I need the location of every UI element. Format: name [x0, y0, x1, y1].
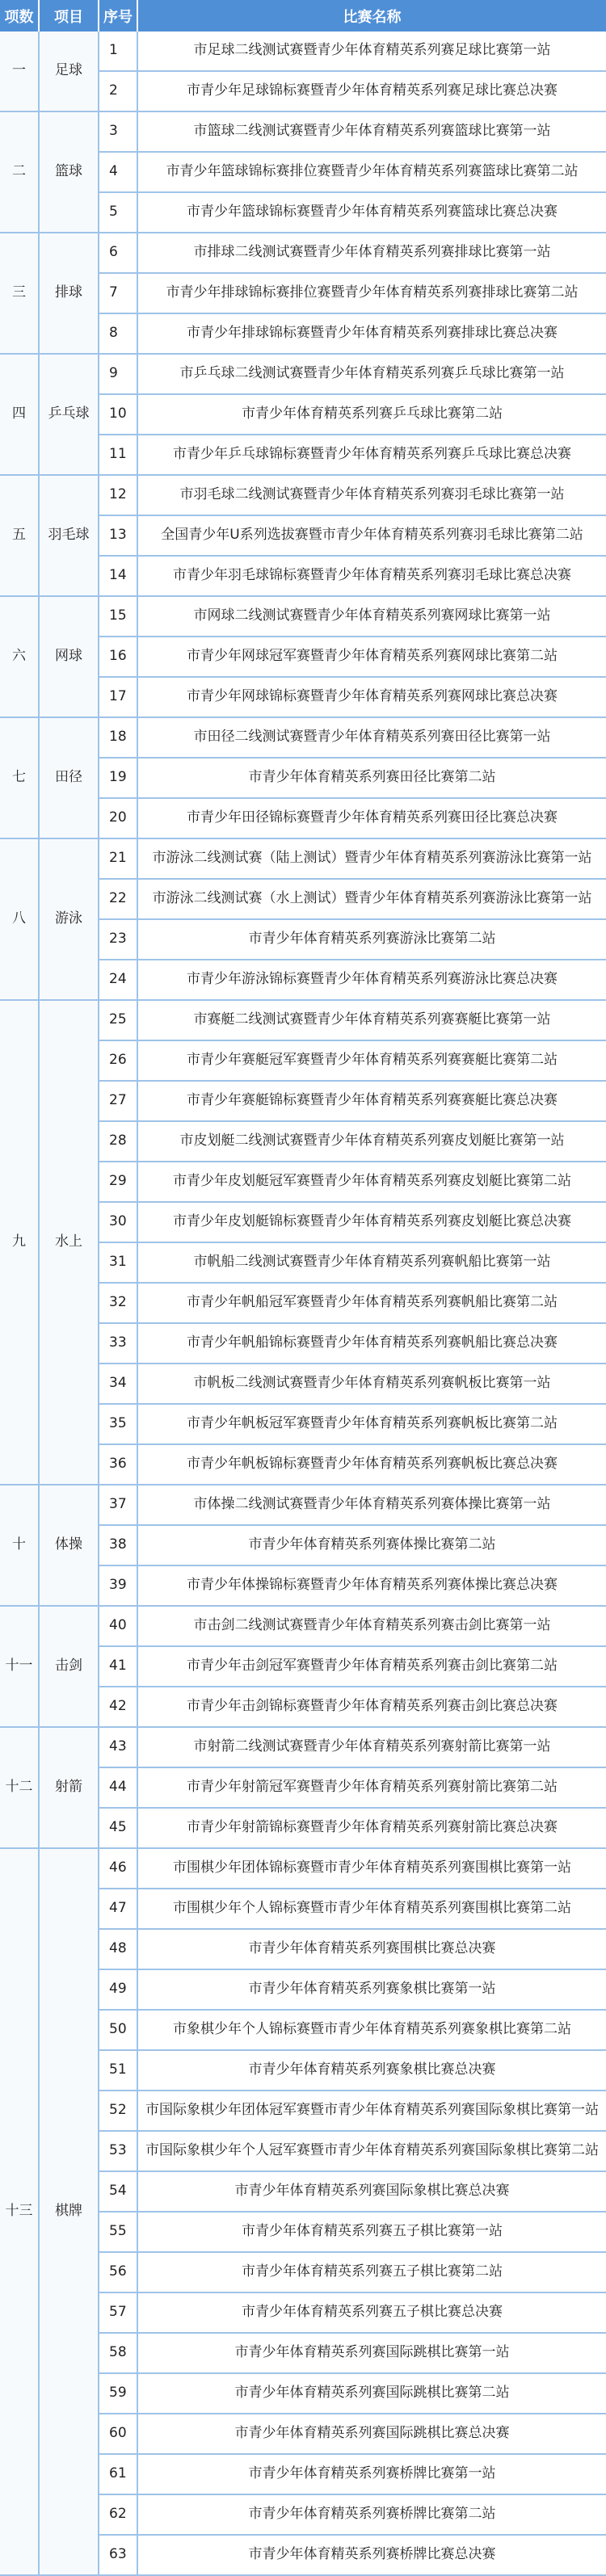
seq-cell: 27 [99, 1081, 137, 1121]
seq-cell: 26 [99, 1040, 137, 1081]
table-row [0, 1848, 606, 1889]
event-name-cell: 市青少年网球锦标赛暨青少年体育精英系列赛网球比赛总决赛 [137, 677, 606, 717]
item-name-cell: 体操 [39, 1485, 99, 1606]
seq-cell: 36 [99, 1444, 137, 1485]
event-name-cell: 市青少年足球锦标赛暨青少年体育精英系列赛足球比赛总决赛 [137, 71, 606, 111]
seq-cell: 54 [99, 2171, 137, 2212]
event-name-cell: 市青少年皮划艇冠军赛暨青少年体育精英系列赛皮划艇比赛第二站 [137, 1162, 606, 1202]
item-name-cell: 排球 [39, 233, 99, 354]
seq-cell: 48 [99, 1929, 137, 1969]
seq-cell: 16 [99, 637, 137, 677]
seq-cell: 25 [99, 1000, 137, 1040]
item-number-cell: 十一 [0, 1606, 39, 1727]
seq-cell: 39 [99, 1565, 137, 1606]
header-item-no: 项数 [0, 0, 39, 32]
seq-cell: 30 [99, 1202, 137, 1242]
seq-cell: 13 [99, 515, 137, 556]
event-name-cell: 市射箭二线测试赛暨青少年体育精英系列赛射箭比赛第一站 [137, 1727, 606, 1767]
event-name-cell: 市青少年体操锦标赛暨青少年体育精英系列赛体操比赛总决赛 [137, 1565, 606, 1606]
item-number-cell: 三 [0, 233, 39, 354]
event-name-cell: 市青少年击剑锦标赛暨青少年体育精英系列赛击剑比赛总决赛 [137, 1687, 606, 1727]
seq-cell: 38 [99, 1525, 137, 1565]
event-name-cell: 市青少年体育精英系列赛象棋比赛第一站 [137, 1969, 606, 2010]
event-name-cell: 市网球二线测试赛暨青少年体育精英系列赛网球比赛第一站 [137, 596, 606, 637]
event-name-cell: 市青少年体育精英系列赛桥牌比赛第一站 [137, 2454, 606, 2494]
seq-cell: 18 [99, 717, 137, 758]
seq-cell: 40 [99, 1606, 137, 1646]
table-row [0, 233, 606, 273]
event-name-cell: 市青少年射箭锦标赛暨青少年体育精英系列赛射箭比赛总决赛 [137, 1808, 606, 1848]
seq-cell: 52 [99, 2091, 137, 2131]
seq-cell: 50 [99, 2010, 137, 2050]
seq-cell: 59 [99, 2373, 137, 2414]
table-row [0, 354, 606, 394]
seq-cell: 37 [99, 1485, 137, 1525]
event-name-cell: 全国青少年U系列选拔赛暨市青少年体育精英系列赛羽毛球比赛第二站 [137, 515, 606, 556]
event-name-cell: 市青少年体育精英系列赛游泳比赛第二站 [137, 919, 606, 960]
seq-cell: 46 [99, 1848, 137, 1889]
seq-cell: 49 [99, 1969, 137, 2010]
event-name-cell: 市篮球二线测试赛暨青少年体育精英系列赛篮球比赛第一站 [137, 111, 606, 152]
event-name-cell: 市乒乓球二线测试赛暨青少年体育精英系列赛乒乓球比赛第一站 [137, 354, 606, 394]
seq-cell: 21 [99, 838, 137, 879]
seq-cell: 24 [99, 960, 137, 1000]
event-name-cell: 市青少年网球冠军赛暨青少年体育精英系列赛网球比赛第二站 [137, 637, 606, 677]
table-body [0, 32, 606, 2575]
event-name-cell: 市羽毛球二线测试赛暨青少年体育精英系列赛羽毛球比赛第一站 [137, 475, 606, 515]
event-name-cell: 市青少年体育精英系列赛国际象棋比赛总决赛 [137, 2171, 606, 2212]
table-row [0, 32, 606, 71]
seq-cell: 35 [99, 1404, 137, 1444]
event-name-cell: 市国际象棋少年团体冠军赛暨市青少年体育精英系列赛国际象棋比赛第一站 [137, 2091, 606, 2131]
event-name-cell: 市青少年体育精英系列赛围棋比赛总决赛 [137, 1929, 606, 1969]
event-name-cell: 市青少年皮划艇锦标赛暨青少年体育精英系列赛皮划艇比赛总决赛 [137, 1202, 606, 1242]
event-name-cell: 市围棋少年个人锦标赛暨市青少年体育精英系列赛围棋比赛第二站 [137, 1889, 606, 1929]
seq-cell: 29 [99, 1162, 137, 1202]
seq-cell: 22 [99, 879, 137, 919]
event-name-cell: 市青少年击剑冠军赛暨青少年体育精英系列赛击剑比赛第二站 [137, 1646, 606, 1687]
event-name-cell: 市青少年田径锦标赛暨青少年体育精英系列赛田径比赛总决赛 [137, 798, 606, 838]
event-name-cell: 市击剑二线测试赛暨青少年体育精英系列赛击剑比赛第一站 [137, 1606, 606, 1646]
seq-cell: 15 [99, 596, 137, 637]
seq-cell: 14 [99, 556, 137, 596]
item-name-cell: 击剑 [39, 1606, 99, 1727]
seq-cell: 8 [99, 313, 137, 354]
event-name-cell: 市游泳二线测试赛（陆上测试）暨青少年体育精英系列赛游泳比赛第一站 [137, 838, 606, 879]
event-name-cell: 市青少年射箭冠军赛暨青少年体育精英系列赛射箭比赛第二站 [137, 1767, 606, 1808]
event-name-cell: 市青少年体育精英系列赛桥牌比赛第二站 [137, 2494, 606, 2535]
header-seq: 序号 [99, 0, 137, 32]
header-item: 项目 [39, 0, 99, 32]
seq-cell: 28 [99, 1121, 137, 1162]
item-name-cell: 田径 [39, 717, 99, 838]
table-row [0, 838, 606, 879]
item-number-cell: 四 [0, 354, 39, 475]
seq-cell: 11 [99, 435, 137, 475]
item-number-cell: 十 [0, 1485, 39, 1606]
table-row [0, 1485, 606, 1525]
seq-cell: 2 [99, 71, 137, 111]
item-name-cell: 棋牌 [39, 1848, 99, 2575]
seq-cell: 33 [99, 1323, 137, 1364]
item-number-cell: 七 [0, 717, 39, 838]
seq-cell: 44 [99, 1767, 137, 1808]
seq-cell: 62 [99, 2494, 137, 2535]
seq-cell: 12 [99, 475, 137, 515]
event-name-cell: 市青少年帆船冠军赛暨青少年体育精英系列赛帆船比赛第二站 [137, 1283, 606, 1323]
event-name-cell: 市青少年排球锦标赛暨青少年体育精英系列赛排球比赛总决赛 [137, 313, 606, 354]
event-name-cell: 市青少年篮球锦标赛暨青少年体育精英系列赛篮球比赛总决赛 [137, 192, 606, 233]
seq-cell: 20 [99, 798, 137, 838]
seq-cell: 55 [99, 2212, 137, 2252]
seq-cell: 43 [99, 1727, 137, 1767]
table-row [0, 1727, 606, 1767]
event-name-cell: 市赛艇二线测试赛暨青少年体育精英系列赛赛艇比赛第一站 [137, 1000, 606, 1040]
event-name-cell: 市青少年体育精英系列赛五子棋比赛第一站 [137, 2212, 606, 2252]
table-row [0, 475, 606, 515]
header-event-name: 比赛名称 [137, 0, 606, 32]
seq-cell: 57 [99, 2292, 137, 2333]
event-name-cell: 市青少年体育精英系列赛体操比赛第二站 [137, 1525, 606, 1565]
item-number-cell: 五 [0, 475, 39, 596]
seq-cell: 63 [99, 2535, 137, 2575]
seq-cell: 41 [99, 1646, 137, 1687]
item-name-cell: 水上 [39, 1000, 99, 1485]
item-name-cell: 羽毛球 [39, 475, 99, 596]
event-name-cell: 市青少年赛艇锦标赛暨青少年体育精英系列赛赛艇比赛总决赛 [137, 1081, 606, 1121]
seq-cell: 10 [99, 394, 137, 435]
item-name-cell: 乒乓球 [39, 354, 99, 475]
event-name-cell: 市青少年帆板冠军赛暨青少年体育精英系列赛帆板比赛第二站 [137, 1404, 606, 1444]
event-name-cell: 市游泳二线测试赛（水上测试）暨青少年体育精英系列赛游泳比赛第一站 [137, 879, 606, 919]
item-number-cell: 十二 [0, 1727, 39, 1848]
seq-cell: 47 [99, 1889, 137, 1929]
event-name-cell: 市排球二线测试赛暨青少年体育精英系列赛排球比赛第一站 [137, 233, 606, 273]
seq-cell: 17 [99, 677, 137, 717]
event-name-cell: 市青少年赛艇冠军赛暨青少年体育精英系列赛赛艇比赛第二站 [137, 1040, 606, 1081]
seq-cell: 3 [99, 111, 137, 152]
item-name-cell: 篮球 [39, 111, 99, 233]
seq-cell: 32 [99, 1283, 137, 1323]
event-name-cell: 市青少年体育精英系列赛国际跳棋比赛第一站 [137, 2333, 606, 2373]
event-name-cell: 市青少年羽毛球锦标赛暨青少年体育精英系列赛羽毛球比赛总决赛 [137, 556, 606, 596]
seq-cell: 9 [99, 354, 137, 394]
event-name-cell: 市田径二线测试赛暨青少年体育精英系列赛田径比赛第一站 [137, 717, 606, 758]
table-row [0, 1000, 606, 1040]
item-number-cell: 一 [0, 32, 39, 111]
event-name-cell: 市青少年体育精英系列赛五子棋比赛第二站 [137, 2252, 606, 2292]
event-name-cell: 市体操二线测试赛暨青少年体育精英系列赛体操比赛第一站 [137, 1485, 606, 1525]
seq-cell: 61 [99, 2454, 137, 2494]
item-number-cell: 八 [0, 838, 39, 1000]
header-row [0, 0, 606, 32]
seq-cell: 7 [99, 273, 137, 313]
event-name-cell: 市围棋少年团体锦标赛暨市青少年体育精英系列赛围棋比赛第一站 [137, 1848, 606, 1889]
item-number-cell: 二 [0, 111, 39, 233]
event-name-cell: 市帆船二线测试赛暨青少年体育精英系列赛帆船比赛第一站 [137, 1242, 606, 1283]
table-row [0, 111, 606, 152]
event-name-cell: 市帆板二线测试赛暨青少年体育精英系列赛帆板比赛第一站 [137, 1364, 606, 1404]
event-name-cell: 市青少年排球锦标赛排位赛暨青少年体育精英系列赛排球比赛第二站 [137, 273, 606, 313]
seq-cell: 51 [99, 2050, 137, 2091]
seq-cell: 5 [99, 192, 137, 233]
event-name-cell: 市国际象棋少年个人冠军赛暨市青少年体育精英系列赛国际象棋比赛第二站 [137, 2131, 606, 2171]
item-name-cell: 网球 [39, 596, 99, 717]
item-name-cell: 足球 [39, 32, 99, 111]
event-name-cell: 市青少年游泳锦标赛暨青少年体育精英系列赛游泳比赛总决赛 [137, 960, 606, 1000]
event-name-cell: 市足球二线测试赛暨青少年体育精英系列赛足球比赛第一站 [137, 32, 606, 71]
seq-cell: 23 [99, 919, 137, 960]
event-name-cell: 市象棋少年个人锦标赛暨市青少年体育精英系列赛象棋比赛第二站 [137, 2010, 606, 2050]
event-name-cell: 市青少年帆板锦标赛暨青少年体育精英系列赛帆板比赛总决赛 [137, 1444, 606, 1485]
event-name-cell: 市青少年体育精英系列赛田径比赛第二站 [137, 758, 606, 798]
seq-cell: 60 [99, 2414, 137, 2454]
seq-cell: 58 [99, 2333, 137, 2373]
seq-cell: 6 [99, 233, 137, 273]
seq-cell: 45 [99, 1808, 137, 1848]
seq-cell: 56 [99, 2252, 137, 2292]
event-name-cell: 市青少年体育精英系列赛乒乓球比赛第二站 [137, 394, 606, 435]
item-name-cell: 游泳 [39, 838, 99, 1000]
table-row [0, 717, 606, 758]
event-name-cell: 市青少年帆船锦标赛暨青少年体育精英系列赛帆船比赛总决赛 [137, 1323, 606, 1364]
event-name-cell: 市青少年乒乓球锦标赛暨青少年体育精英系列赛乒乓球比赛总决赛 [137, 435, 606, 475]
seq-cell: 19 [99, 758, 137, 798]
event-name-cell: 市青少年体育精英系列赛桥牌比赛总决赛 [137, 2535, 606, 2575]
seq-cell: 1 [99, 32, 137, 71]
event-name-cell: 市青少年体育精英系列赛象棋比赛总决赛 [137, 2050, 606, 2091]
event-name-cell: 市青少年体育精英系列赛五子棋比赛总决赛 [137, 2292, 606, 2333]
event-name-cell: 市青少年篮球锦标赛排位赛暨青少年体育精英系列赛篮球比赛第二站 [137, 152, 606, 192]
seq-cell: 4 [99, 152, 137, 192]
event-name-cell: 市青少年体育精英系列赛国际跳棋比赛第二站 [137, 2373, 606, 2414]
table-row [0, 1606, 606, 1646]
item-number-cell: 六 [0, 596, 39, 717]
seq-cell: 34 [99, 1364, 137, 1404]
event-name-cell: 市皮划艇二线测试赛暨青少年体育精英系列赛皮划艇比赛第一站 [137, 1121, 606, 1162]
seq-cell: 53 [99, 2131, 137, 2171]
event-name-cell: 市青少年体育精英系列赛国际跳棋比赛总决赛 [137, 2414, 606, 2454]
table-header [0, 0, 606, 32]
seq-cell: 31 [99, 1242, 137, 1283]
item-number-cell: 十三 [0, 1848, 39, 2575]
seq-cell: 42 [99, 1687, 137, 1727]
item-name-cell: 射箭 [39, 1727, 99, 1848]
item-number-cell: 九 [0, 1000, 39, 1485]
table-row [0, 596, 606, 637]
